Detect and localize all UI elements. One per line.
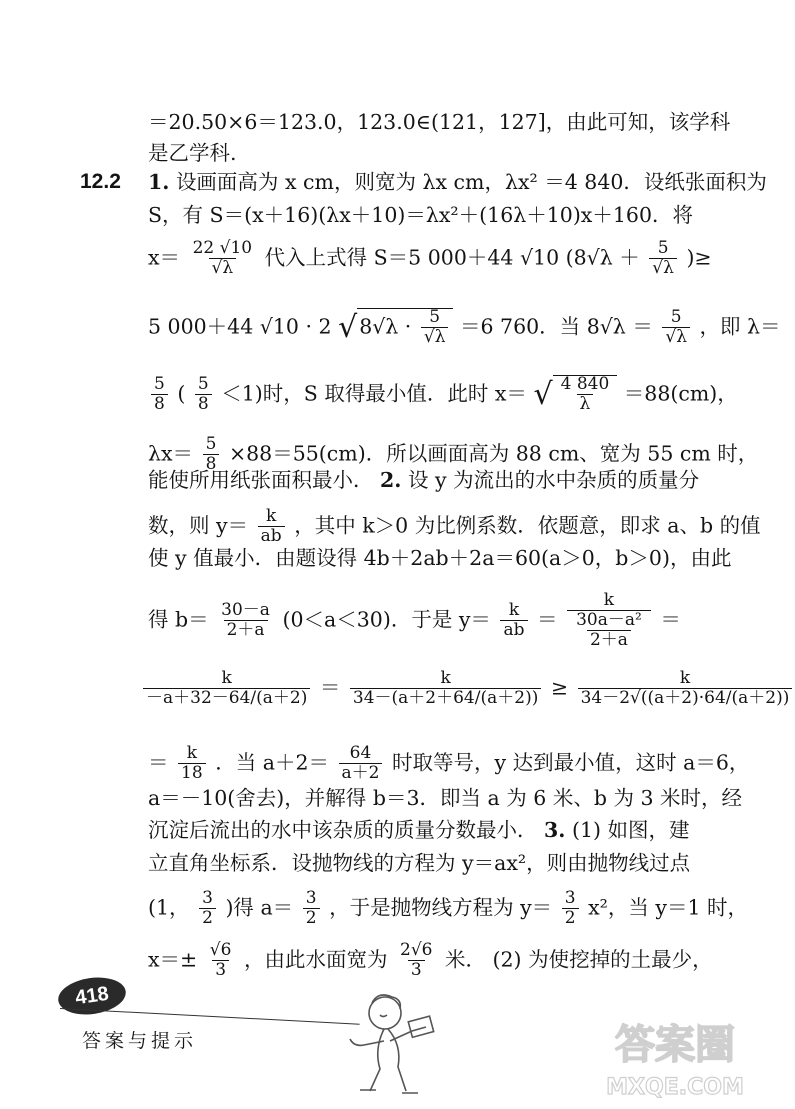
line-text: λx＝ (148, 441, 194, 466)
text-line-13 (140, 670, 795, 708)
line-text: ＝ (319, 675, 341, 700)
line-text: (1) 如图，建 (571, 818, 690, 842)
line-text: ，即 λ＝ (699, 314, 781, 339)
denominator: 8 (203, 454, 220, 474)
radical-sign: √ (338, 309, 358, 345)
numerator: k (679, 668, 691, 688)
watermark-logo (600, 1010, 750, 1105)
line-text: S，有 S＝(x＋16)(λx＋10)＝λx²＋(16λ＋10)x＋160．将 (148, 203, 694, 227)
line-text: x²，当 y＝1 时， (588, 895, 749, 920)
line-text: 代入上式得 S＝5 000＋44 √10 (8√λ ＋ (264, 245, 640, 270)
numerator: k (186, 743, 197, 763)
denominator: √λ (209, 258, 237, 278)
denominator: √λ (421, 327, 449, 347)
line-text: ，于是抛物线方程为 y＝ (329, 895, 553, 920)
fraction (178, 745, 206, 783)
denominator: 18 (178, 763, 206, 783)
fraction (649, 240, 677, 278)
numerator: k (221, 668, 232, 688)
fraction (190, 240, 256, 278)
line-text: 设画面高为 x cm，则宽为 λx cm，λx² ＝4 840．设纸张面积为 (175, 170, 767, 194)
line-text: x＝ (148, 245, 181, 270)
denominator: 3 (212, 960, 229, 980)
fraction (195, 376, 212, 414)
text-line-3 (148, 172, 767, 193)
line-text: ＝6 760．当 8√λ ＝ (460, 314, 653, 339)
fraction (397, 942, 435, 980)
text-line-18 (148, 890, 748, 928)
denominator: a＋2 (339, 763, 383, 783)
reading-child-illustration-icon (340, 985, 450, 1105)
fraction (199, 890, 216, 928)
numerator: 30a－a² (576, 609, 642, 630)
problem-number: 3. (544, 818, 566, 842)
line-text: ＝ (537, 607, 558, 632)
numerator: 3 (564, 888, 576, 908)
text-line-11 (148, 548, 731, 569)
fraction (143, 670, 310, 708)
numerator: 3 (305, 888, 317, 908)
fraction (151, 376, 168, 414)
problem-number: 1. (148, 170, 170, 194)
line-text: ．当 a＋2＝ (215, 750, 329, 775)
problem-number: 2. (380, 468, 402, 492)
fraction (567, 592, 651, 650)
numerator: 5 (197, 374, 209, 394)
denominator: －a＋32－64/(a＋2) (143, 688, 310, 708)
text-line-19 (148, 942, 713, 980)
numerator: k (440, 668, 451, 688)
fraction (421, 309, 449, 347)
denominator: 8 (195, 394, 212, 414)
denominator: 2＋a (224, 620, 268, 640)
text-line-2 (148, 143, 237, 164)
line-text: ，由此水面宽为 (243, 947, 388, 972)
fraction (558, 376, 613, 414)
text-line-16 (148, 820, 690, 841)
watermark-url: MXQE.COM (606, 1075, 744, 1100)
text-line-1 (148, 112, 730, 133)
denominator: ab (500, 620, 527, 640)
denominator: λ (577, 394, 594, 414)
fraction (339, 745, 383, 783)
text-line-6 (148, 308, 781, 347)
line-text: 得 b＝ (148, 607, 209, 632)
denominator: 34－2√((a＋2)·64/(a＋2)) (578, 688, 793, 708)
line-text: 立直角坐标系．设抛物线的方程为 y＝ax²，则由抛物线过点 (148, 851, 691, 875)
numerator: 3 (202, 888, 213, 908)
fraction (562, 890, 579, 928)
line-text: x＝± (148, 947, 198, 972)
radicand (357, 308, 453, 347)
numerator: 2√6 (400, 940, 433, 960)
text-line-5 (148, 240, 712, 278)
fraction (207, 942, 235, 980)
line-text: ＝20.50×6＝123.0，123.0∈(121，127]，由此可知，该学科 (148, 110, 731, 134)
numerator: 5 (657, 238, 669, 258)
denominator: 34－(a＋2＋64/(a＋2)) (350, 688, 541, 708)
numerator: k (508, 599, 520, 620)
denominator: 2 (303, 908, 320, 928)
line-text: (0＜a＜30)．于是 y＝ (282, 607, 491, 632)
watermark-text: 答案圈 (615, 1022, 735, 1068)
line-text: ≥ (550, 675, 569, 700)
line-text: 使 y 值最小．由题设得 4b＋2ab＋2a＝60(a＞0，b＞0)，由此 (148, 546, 732, 570)
fraction (578, 670, 793, 708)
line-text: ＜1)时，S 取得最小值．此时 x＝ (221, 381, 527, 406)
fraction (500, 599, 527, 640)
text-line-12 (148, 592, 681, 650)
numerator: 5 (429, 307, 441, 327)
numerator: √6 (209, 940, 232, 960)
fraction (350, 670, 541, 708)
line-text: 5 000＋44 √10 · 2 (148, 314, 332, 339)
line-text: ，其中 k＞0 为比例系数．依题意，即求 a、b 的值 (294, 513, 761, 538)
denominator: 2＋a (587, 630, 631, 650)
denominator: √λ (662, 327, 690, 347)
line-text: 时取等号，y 达到最小值，这时 a＝6， (392, 750, 750, 775)
line-text: (1， (148, 895, 190, 920)
denominator: 2 (562, 908, 579, 928)
numerator: 30－a (221, 599, 270, 620)
numerator: k (603, 590, 615, 610)
text-line-7 (148, 375, 738, 414)
numerator: 5 (154, 374, 165, 394)
numerator: 64 (349, 743, 372, 763)
denominator (567, 610, 651, 650)
nested-fraction (573, 609, 645, 650)
line-text: ＝ (148, 750, 169, 775)
fraction (258, 508, 285, 546)
numerator: k (266, 506, 277, 526)
page-number: 418 (73, 982, 110, 1009)
denominator: √λ (649, 258, 677, 278)
line-text: ×88＝55(cm)．所以画面高为 88 cm、宽为 55 cm 时， (228, 441, 759, 466)
line-text: )≥ (686, 245, 712, 270)
numerator: 22 √10 (192, 238, 253, 258)
line-text: 数，则 y＝ (148, 513, 249, 538)
numerator: 4 840 (560, 374, 610, 394)
numerator: 5 (205, 434, 217, 454)
text-line-14 (148, 745, 749, 783)
line-text: 米． (2) 为使挖掉的土最少， (445, 947, 713, 972)
line-text: ＝ (660, 607, 681, 632)
line-text: 是乙学科. (148, 141, 237, 165)
section-number: 12.2 (80, 170, 121, 193)
line-text: 沉淀后流出的水中该杂质的质量分数最小． (148, 818, 538, 842)
line-text: a＝－10(舍去)，并解得 b＝3．即当 a 为 6 米、b 为 3 米时，经 (148, 786, 743, 810)
text-line-9 (148, 470, 699, 491)
fraction (218, 599, 273, 640)
footer-label: 答案与提示 (82, 1030, 198, 1052)
text-line-15 (148, 788, 742, 809)
radicand-text: 8√λ · (359, 314, 412, 339)
line-text: 能使所用纸张面积最小． (148, 468, 374, 492)
line-text: ( (177, 381, 186, 406)
text-line-17 (148, 853, 690, 874)
denominator: ab (258, 526, 285, 546)
radicand (553, 375, 618, 414)
denominator: 2 (199, 908, 216, 928)
fraction (662, 309, 690, 347)
text-line-10 (148, 508, 761, 546)
footer-divider (60, 1008, 360, 1025)
line-text: )得 a＝ (225, 895, 294, 920)
denominator: 3 (408, 960, 425, 980)
text-line-4 (148, 205, 693, 226)
numerator: 5 (670, 307, 682, 327)
fraction (303, 890, 320, 928)
line-text: ＝88(cm)， (623, 381, 738, 406)
line-text: 设 y 为流出的水中杂质的质量分 (407, 468, 700, 492)
denominator: 8 (151, 394, 168, 414)
radical-sign: √ (533, 376, 553, 412)
